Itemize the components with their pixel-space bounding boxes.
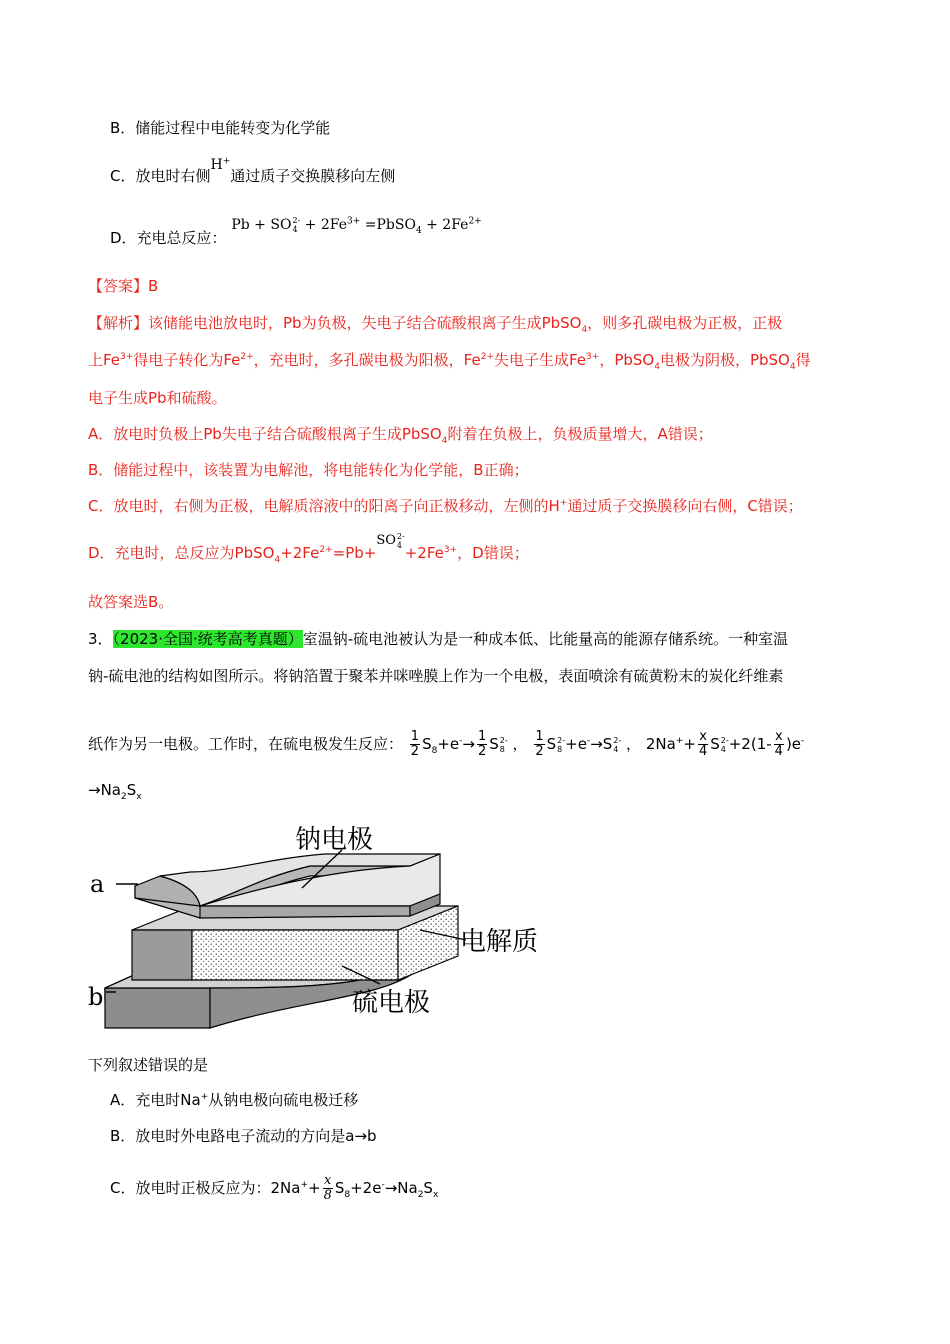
fraction-1-2: $\frac{1}{2}$	[410, 729, 420, 759]
q3-option-c: C．放电时正极反应为：2Na++ $\frac{x}{8}$ $S_8+2e^-\to Na_2S_x$	[110, 1173, 439, 1203]
answer: 【答案】B	[88, 277, 159, 295]
analysis-d: D．充电时，总反应为$PbSO_4+2Fe^{2+}=Pb+SO$ 2- 4 $+2Fe^{3+}$，D错误；	[88, 531, 529, 565]
analysis-c: C．放电时，右侧为正极，电解质溶液中的阳离子向正极移动，左侧的H+通过质子交换膜移向右侧，C错误；	[88, 497, 803, 515]
analysis-final: 故答案选B。	[88, 593, 174, 611]
analysis-a: A．放电时负极上Pb失电子结合硫酸根离子生成PbSO$_4$附着在负极上，负极质量增大，A错误；	[88, 425, 713, 446]
fraction-1-2: $\frac{1}{2}$	[477, 729, 487, 759]
so4-ion: SO 2- 4	[376, 531, 405, 550]
option-b: B．储能过程中电能转变为化学能	[110, 119, 331, 137]
q3-stem-1: 3．（2023·全国·统考高考真题）室温钠-硫电池被认为是一种成本低、比能量高的能源存储系统。一种室温	[88, 630, 789, 648]
option-c	[110, 156, 396, 187]
fraction-1-2: $\frac{1}{2}$	[535, 729, 544, 759]
analysis-line-3: 电子生成Pb和硫酸。	[88, 389, 227, 407]
q3-stem-2: 钠-硫电池的结构如图所示。将钠箔置于聚苯并咪唑膜上作为一个电极，表面喷涂有硫黄粉末的炭化纤维素	[88, 667, 784, 685]
sodium-sulfur-battery-figure	[80, 808, 550, 1038]
fraction-x-8: $\frac{x}{8}$	[323, 1173, 332, 1203]
option-c-suffix: 通过质子交换膜移向左侧	[230, 167, 396, 185]
sodium-electrode	[135, 854, 440, 918]
q3-stem-4: $\to Na_2S_x$	[88, 781, 142, 802]
q3-option-b: B．放电时外电路电子流动的方向是a→b	[110, 1127, 377, 1145]
q3-source-tag: （2023·全国·统考高考真题）	[112, 630, 303, 648]
q3-number: 3．	[88, 630, 113, 648]
analysis-line-1: 【解析】该储能电池放电时，Pb为负极，失电子结合硫酸根离子生成PbSO$_4$，则多孔碳电极为正极，正极	[88, 314, 783, 335]
fraction-x-4: $\frac{x}{4}$	[698, 729, 708, 759]
q3-option-a: A．充电时Na+从钠电极向硫电极迁移	[110, 1091, 359, 1109]
label-a: a	[90, 870, 105, 898]
option-c-prefix: C．放电时右侧	[110, 167, 211, 185]
label-sulfur-electrode: 硫电极	[352, 988, 431, 1018]
analysis-line-2: 上$Fe^{3+}$得电子转化为$Fe^{2+}$，充电时，多孔碳电极为阳极，$Fe^{2+}$失电子生成$Fe^{3+}$，PbSO$_4$电极为阴极，PbSO$_4$得	[88, 351, 811, 372]
q3-prompt: 下列叙述错误的是	[88, 1056, 209, 1074]
q3-stem-3: 纸作为另一电极。工作时，在硫电极发生反应： $\frac{1}{2}$ $S_8+e^-\to$ $\frac{1}{2}$ S 2- 8 ， $\frac{1}{2}$ S 2- 8 +e-→S 2- 4 ， 2Na++ $\frac{x}{4}$ S 2- 4 +2(1- $\frac{x}{4}$ )e-	[88, 729, 805, 759]
fraction-x-4: $\frac{x}{4}$	[774, 729, 783, 759]
option-d-prefix: D．充电总反应：	[110, 229, 227, 247]
option-d-equation: Pb + SO 2- 4 + $2Fe^{3+}$ =PbSO$_4$ + $2Fe^{2+}$	[231, 216, 482, 236]
label-sodium-electrode: 钠电极	[295, 825, 374, 855]
option-d	[110, 216, 482, 249]
label-electrolyte: 电解质	[460, 927, 539, 957]
analysis-b: B．储能过程中，该装置为电解池，将电能转化为化学能，B正确；	[88, 461, 529, 479]
label-b: b	[88, 983, 104, 1011]
h-ion: H+	[210, 156, 231, 173]
